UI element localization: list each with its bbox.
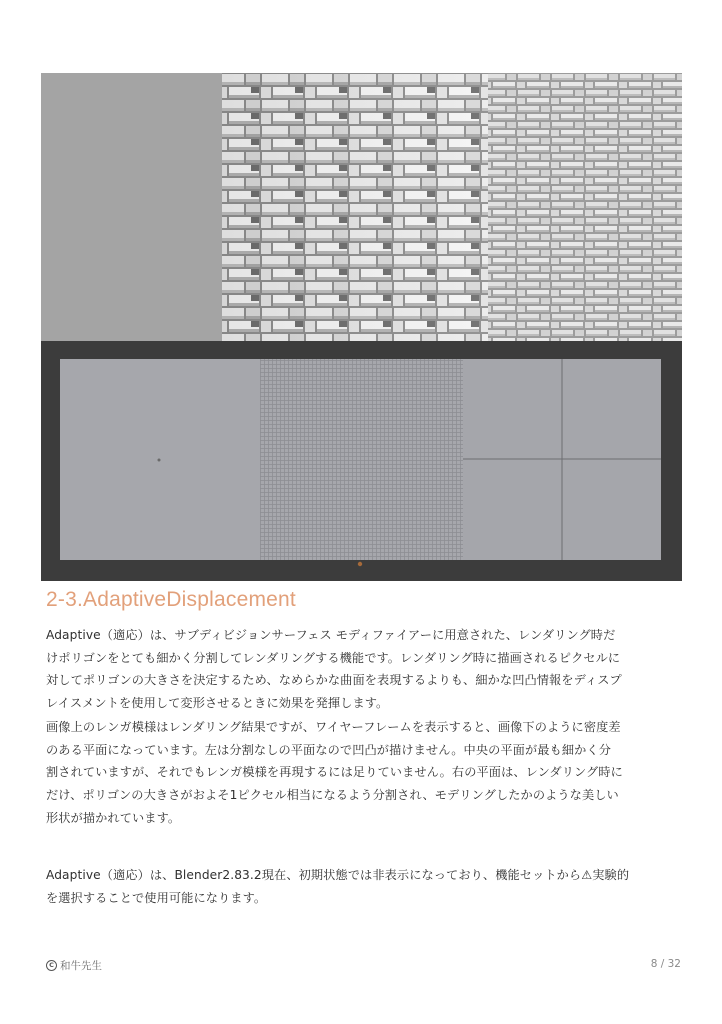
paragraph-line: だけ、ポリゴンの大きさがおよそ1ピクセル相当になるよう分割され、モデリングしたかのような美しい	[46, 788, 619, 803]
footer-author	[46, 958, 102, 973]
paragraph-2	[46, 716, 678, 830]
paragraph-line: レイスメントを使用して変形させるときに効果を発揮します。	[46, 696, 389, 711]
paragraph-line: Adaptive（適応）は、Blender2.83.2現在、初期状態では非表示になっており、機能セットから⚠実験的	[46, 868, 630, 882]
page-number: 8 / 32	[650, 958, 681, 970]
paragraph-line: 画像上のレンガ模様はレンダリング結果ですが、ワイヤーフレームを表示すると、画像下のように密度差	[46, 720, 621, 734]
paragraph-1	[46, 624, 678, 715]
paragraph-line: 割されていますが、それでもレンガ模様を再現するには足りていません。右の平面は、レンダリング時に	[46, 765, 623, 780]
wireframe-viewport-image	[41, 341, 682, 581]
paragraph-3	[46, 864, 678, 909]
render-result-image	[41, 73, 682, 341]
paragraph-line: けポリゴンをとても細かく分割してレンダリングする機能です。レンダリング時に描画されるピクセルに	[46, 650, 621, 665]
copyright-icon: C	[46, 960, 57, 971]
section-heading: 2-3.AdaptiveDisplacement	[46, 588, 296, 611]
paragraph-line: のある平面になっています。左は分割なしの平面なので凹凸が描けません。中央の平面が最も細かく分	[46, 742, 611, 757]
paragraph-line: を選択することで使用可能になります。	[46, 890, 267, 905]
paragraph-line: Adaptive（適応）は、サブディビジョンサーフェス モディファイアーに用意された、レンダリング時だ	[46, 628, 616, 642]
figure-adaptive-displacement	[41, 73, 682, 581]
flat-plane-render	[41, 73, 222, 341]
paragraph-line: 対してポリゴンの大きさを決定するため、なめらかな曲面を表現するよりも、細かな凹凸情報をディスプ	[46, 673, 622, 688]
plane-center-dense-mesh	[260, 359, 463, 560]
author-name: 和牛先生	[60, 960, 102, 972]
paragraph-line: 形状が描かれています。	[46, 810, 181, 825]
fine-brick-render	[488, 73, 682, 341]
